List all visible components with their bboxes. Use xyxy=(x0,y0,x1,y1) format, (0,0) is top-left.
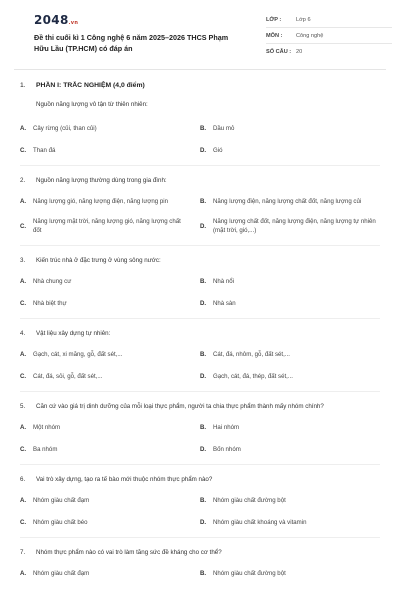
meta-row-class xyxy=(266,12,392,28)
logo-suffix: .vn xyxy=(68,20,79,26)
exam-header xyxy=(14,0,386,70)
options-grid xyxy=(20,496,380,527)
question-text: Nguồn năng lượng thường dùng trong gia đình: xyxy=(36,177,167,184)
option-c[interactable] xyxy=(20,217,200,235)
option-b[interactable] xyxy=(200,496,380,505)
question-text: Vật liệu xây dựng tự nhiên: xyxy=(36,330,111,337)
question-text: Nhóm thực phẩm nào có vai trò làm tăng sức đề kháng cho cơ thể? xyxy=(36,549,222,556)
option-b[interactable] xyxy=(200,423,380,432)
option-letter: B. xyxy=(200,125,207,132)
option-b[interactable] xyxy=(200,277,380,286)
option-letter: C. xyxy=(20,300,27,307)
options-grid xyxy=(20,197,380,235)
meta-key: LỚP : xyxy=(266,16,282,23)
logo-text: 2048 xyxy=(34,13,69,27)
option-text: Hai nhóm xyxy=(213,424,240,431)
option-letter: C. xyxy=(20,147,27,154)
options-grid xyxy=(20,350,380,381)
option-text: Nhóm giàu chất đường bột xyxy=(213,497,286,504)
option-text: Dầu mỏ xyxy=(213,125,235,132)
question-number: 3. xyxy=(20,257,26,264)
question-5 xyxy=(20,392,380,465)
options-grid xyxy=(20,569,380,578)
option-letter: B. xyxy=(200,570,207,577)
option-letter: B. xyxy=(200,278,207,285)
option-text: Năng lượng mặt trời, năng lượng gió, năng lượng chất đốt xyxy=(33,218,181,234)
question-number: 7. xyxy=(20,549,26,556)
option-text: Cát, đá, sỏi, gỗ, đất sét,... xyxy=(33,373,103,380)
option-letter: A. xyxy=(20,497,27,504)
option-a[interactable] xyxy=(20,197,200,206)
option-text: Bốn nhóm xyxy=(213,446,241,453)
question-text-line xyxy=(20,475,380,485)
option-a[interactable] xyxy=(20,124,200,133)
option-b[interactable] xyxy=(200,350,380,359)
option-letter: C. xyxy=(20,373,27,380)
option-letter: B. xyxy=(200,497,207,504)
option-letter: D. xyxy=(200,519,207,526)
meta-row-question-count xyxy=(266,44,392,60)
option-text: Ba nhóm xyxy=(33,446,58,453)
section-number: 1. xyxy=(20,82,26,89)
question-6 xyxy=(20,465,380,538)
option-text: Nhà nổi xyxy=(213,278,235,285)
site-logo[interactable] xyxy=(34,13,78,27)
meta-key: SỐ CÂU : xyxy=(266,49,292,55)
question-number: 4. xyxy=(20,330,26,337)
option-a[interactable] xyxy=(20,277,200,286)
option-letter: A. xyxy=(20,570,27,577)
option-b[interactable] xyxy=(200,197,380,206)
option-c[interactable] xyxy=(20,299,200,308)
option-letter: A. xyxy=(20,424,27,431)
meta-value: Công nghệ xyxy=(296,32,324,39)
option-text: Nhóm giàu chất khoáng và vitamin xyxy=(213,519,307,526)
meta-value: Lớp 6 xyxy=(296,16,311,23)
option-letter: B. xyxy=(200,198,207,205)
option-a[interactable] xyxy=(20,569,200,578)
option-letter: C. xyxy=(20,222,27,230)
option-c[interactable] xyxy=(20,518,200,527)
question-2 xyxy=(20,166,380,246)
options-grid xyxy=(20,277,380,308)
option-letter: D. xyxy=(200,300,207,307)
question-3 xyxy=(20,246,380,319)
option-letter: A. xyxy=(20,198,27,205)
option-a[interactable] xyxy=(20,496,200,505)
question-4 xyxy=(20,319,380,392)
question-text: Căn cứ vào giá trị dinh dưỡng của mỗi loại thực phẩm, người ta chia thực phẩm thành mấy nhóm chính? xyxy=(36,403,324,410)
meta-value: 20 xyxy=(296,49,303,55)
option-text: Năng lượng điện, năng lượng chất đốt, năng lượng củi xyxy=(213,198,362,205)
option-d[interactable] xyxy=(200,217,380,235)
option-d[interactable] xyxy=(200,518,380,527)
option-text: Nhóm giàu chất đạm xyxy=(33,497,90,504)
option-text: Cát, đá, nhôm, gỗ, đất sét,... xyxy=(213,351,290,358)
question-text: Vai trò xây dựng, tạo ra tế bào mới thuộc nhóm thực phẩm nào? xyxy=(36,476,213,483)
options-grid xyxy=(20,124,380,155)
option-letter: C. xyxy=(20,519,27,526)
option-text: Gạch, cát, đá, thép, đất sét,... xyxy=(213,373,293,380)
option-text: Nhóm giàu chất đạm xyxy=(33,570,90,577)
option-text: Một nhóm xyxy=(33,424,61,431)
option-text: Gió xyxy=(213,147,223,154)
question-text-line xyxy=(20,256,380,266)
option-d[interactable] xyxy=(200,372,380,381)
option-text: Than đá xyxy=(33,147,56,154)
exam-body xyxy=(20,70,380,578)
question-7 xyxy=(20,538,380,578)
meta-row-subject xyxy=(266,28,392,44)
option-text: Cây rừng (củi, than củi) xyxy=(33,125,97,132)
option-a[interactable] xyxy=(20,350,200,359)
option-letter: B. xyxy=(200,351,207,358)
question-text-line xyxy=(20,329,380,339)
document-title: Đề thi cuối kì 1 Công nghệ 6 năm 2025–2026 THCS Phạm Hữu Lầu (TP.HCM) có đáp án xyxy=(34,33,229,53)
option-letter: D. xyxy=(200,373,207,380)
option-a[interactable] xyxy=(20,423,200,432)
option-text: Nhóm giàu chất béo xyxy=(33,519,88,526)
option-c[interactable] xyxy=(20,445,200,454)
option-text: Năng lượng chất đốt, năng lượng điện, năng lượng tự nhiên (mặt trời, gió,...) xyxy=(213,218,376,234)
option-c[interactable] xyxy=(20,146,200,155)
option-text: Nhà biệt thự xyxy=(33,300,67,307)
exam-meta-table xyxy=(266,12,392,60)
option-letter: D. xyxy=(200,222,207,230)
option-d[interactable] xyxy=(200,299,380,308)
option-text: Gạch, cát, xi măng, gỗ, đất sét,... xyxy=(33,351,123,358)
question-text: Kiến trúc nhà ở đặc trưng ở vùng sông nước: xyxy=(36,257,161,264)
options-grid xyxy=(20,423,380,454)
section-title: PHẦN I: TRẮC NGHIỆM (4,0 điểm) xyxy=(36,82,145,89)
option-text: Nhà sàn xyxy=(213,300,236,307)
option-c[interactable] xyxy=(20,372,200,381)
question-text: Nguồn năng lượng vô tận từ thiên nhiên: xyxy=(36,101,148,108)
option-letter: A. xyxy=(20,351,27,358)
question-number: 5. xyxy=(20,403,26,410)
question-text-line xyxy=(20,402,380,412)
question-text-line xyxy=(20,548,380,558)
option-d[interactable] xyxy=(200,445,380,454)
option-b[interactable] xyxy=(200,569,380,578)
option-letter: B. xyxy=(200,424,207,431)
option-letter: A. xyxy=(20,278,27,285)
question-number: 6. xyxy=(20,476,26,483)
question-text-line xyxy=(20,176,380,186)
option-text: Năng lượng gió, năng lượng điện, năng lượng pin xyxy=(33,198,169,205)
option-letter: D. xyxy=(200,446,207,453)
option-d[interactable] xyxy=(200,146,380,155)
meta-key: MÔN : xyxy=(266,32,283,39)
section-heading xyxy=(20,82,380,94)
option-letter: D. xyxy=(200,147,207,154)
question-number: 2. xyxy=(20,177,26,184)
option-b[interactable] xyxy=(200,124,380,133)
option-text: Nhóm giàu chất đường bột xyxy=(213,570,286,577)
question-1 xyxy=(20,94,380,166)
option-letter: C. xyxy=(20,446,27,453)
option-letter: A. xyxy=(20,125,27,132)
option-text: Nhà chung cư xyxy=(33,278,72,285)
